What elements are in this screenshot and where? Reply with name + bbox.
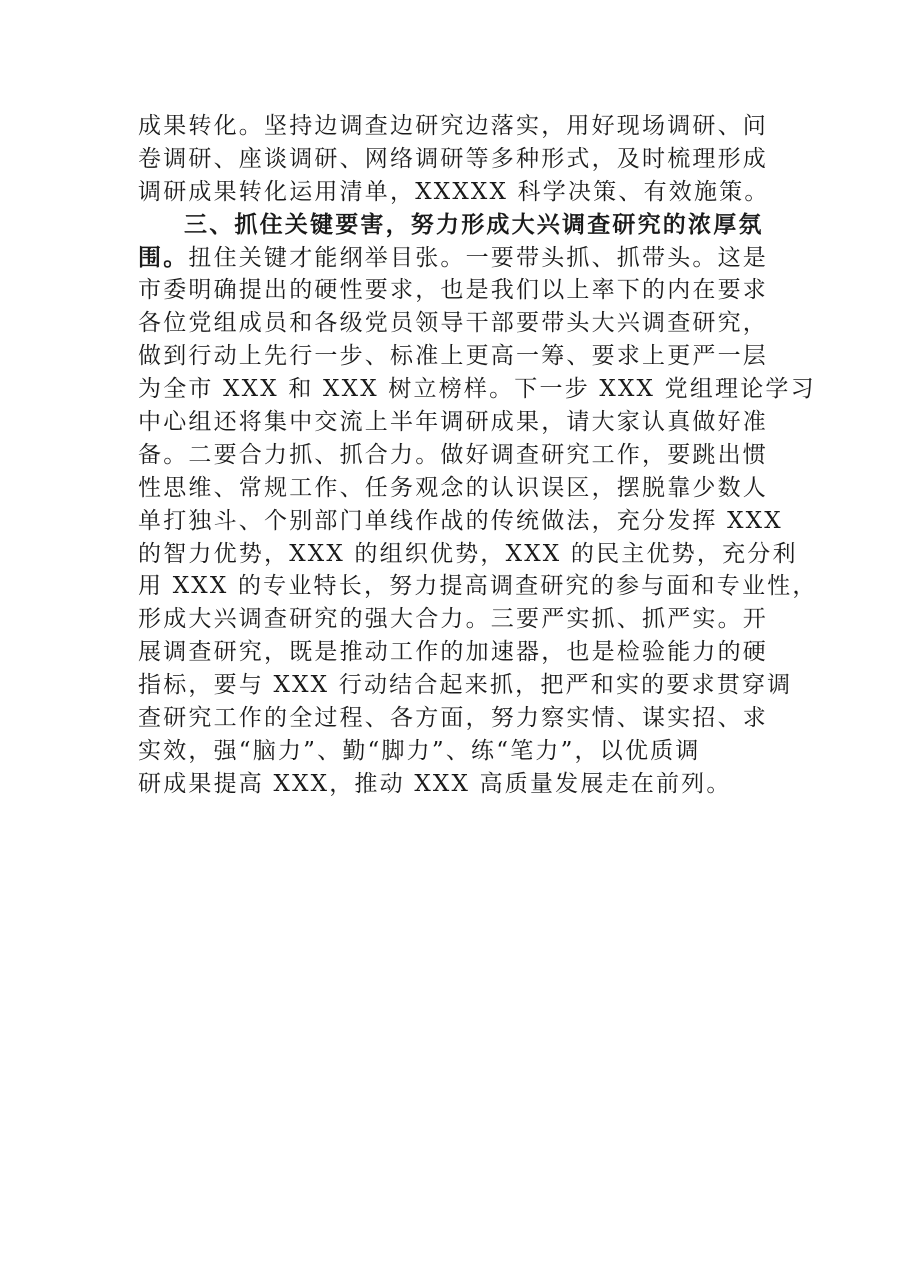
text-line: 调研成果转化运用清单，XXXXX 科学决策、有效施策。 <box>138 178 770 205</box>
text-line: 成果转化。坚持边调查边研究边落实，用好现场调研、问 <box>138 113 768 139</box>
text-line: 查研究工作的全过程、各方面，努力察实情、谋实招、求 <box>138 705 768 732</box>
body-text <box>138 110 818 801</box>
text-line: 指标，要与 XXX 行动结合起来抓，把严和实的要求贯穿调 <box>138 672 793 699</box>
text-line: 各位党组成员和各级党员领导干部要带头大兴调查研究， <box>138 310 768 337</box>
text-line: 单打独斗、个别部门单线作战的传统做法，充分发挥 XXX <box>138 507 783 534</box>
text-line: 中心组还将集中交流上半年调研成果，请大家认真做好准 <box>138 409 768 436</box>
text-line: 市委明确提出的硬性要求，也是我们以上率下的内在要求 <box>138 277 768 304</box>
text-line: 性思维、常规工作、任务观念的认识误区，摆脱靠少数人 <box>138 474 768 501</box>
text-line: 实效，强“脑力”、勤“脚力”、练“笔力”，以优质调 <box>138 737 701 764</box>
text-line <box>138 242 798 275</box>
text-line: 为全市 XXX 和 XXX 树立榜样。下一步 XXX 党组理论学习 <box>138 376 816 403</box>
section-heading-end: 围。 <box>138 244 189 271</box>
section-heading-line: 三、抓住关键要害，努力形成大兴调查研究的浓厚氛 <box>184 211 764 238</box>
text-line: 备。二要合力抓、抓合力。做好调查研究工作，要跳出惯 <box>138 441 768 468</box>
text-line: 形成大兴调查研究的强大合力。三要严实抓、抓严实。开 <box>138 606 768 633</box>
text-line: 做到行动上先行一步、标准上更高一筹、要求上更严一层 <box>138 343 768 370</box>
text-line: 研成果提高 XXX，推动 XXX 高质量发展走在前列。 <box>138 770 732 797</box>
text-line: 展调查研究，既是推动工作的加速器，也是检验能力的硬 <box>138 639 768 666</box>
paragraph-start: 扭住关键才能纲举目张。一要带头抓、抓带头。这是 <box>188 244 769 271</box>
text-line: 卷调研、座谈调研、网络调研等多种形式，及时梳理形成 <box>138 145 768 172</box>
text-line: 的智力优势，XXX 的组织优势，XXX 的民主优势，充分利 <box>138 540 798 567</box>
text-line: 用 XXX 的专业特长，努力提高调查研究的参与面和专业性， <box>138 573 818 600</box>
